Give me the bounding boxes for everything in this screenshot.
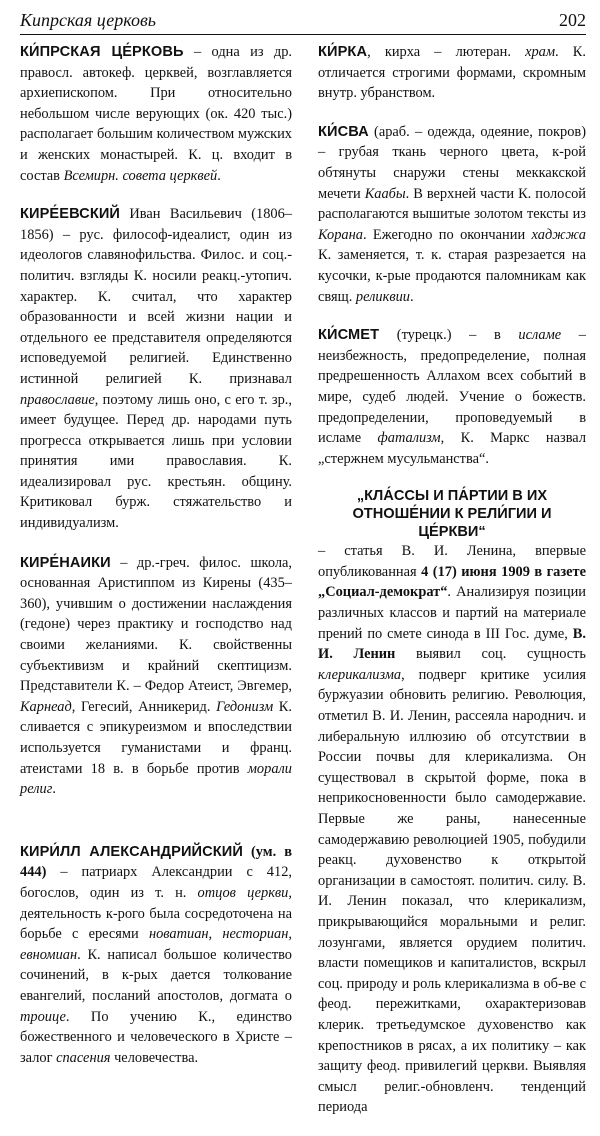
publication-date: 4 (17) июня 1909 в газете „Социал-демократ“ [318,563,587,601]
cross-reference: морали религ [20,760,292,798]
headword: КИРЕ́НАИКИ [20,554,111,571]
cross-reference: исламе [518,327,562,344]
cross-reference: Каабы [364,185,406,202]
entry-text: , подверг критике усилия буржуазии обновить религию. Революция, отметил В. И. Ленин, рассеяла народнич. и либеральную иллюзию об отсутствии в России почвы для клерикализма. Он существовал в скрытой форме, пока в неприкосновенности было самодержавие. Первые же раны, нанесенные самодержавию революцией 1905, побудили реакц. духовенство к открытой организации в самостоят. политич. силу. В. И. Ленин показал, что клерикализм, прикрывающийся моральными и религ. лозунгами, является орудием политич. власти помещиков и капиталистов, вскрыл соц. природу и роль клерикализма в об-ве с феод. пережитками, охарактеризовав клерик. третьедумское духовенство как крепостников в рясах, а их политику – как защиту феод. привилегий церкви. Выявляя смысл религ.-обновленч. тенденций периода [318,666,586,1116]
headword: КИРИ́ЛЛ АЛЕКСАНДРИЙСКИЙ [20,843,243,860]
entry-kireevsky [20,204,292,534]
entry-kiprskaya-tserkov [20,42,292,186]
headword: КИРЕ́ЕВСКИЙ [20,206,121,223]
author-name: В. И. Ленин [318,625,586,663]
entry-text: . В верхней части К. полосой располагаются вышитые золотом тексты из [318,185,586,223]
entry-text: , К. Маркс назвал „стержнем мусульманства“. [318,430,587,467]
cross-reference: спасения [56,1049,111,1066]
entry-text: , поэтому лишь оно, с его т. зр., имеет будущее. Перед др. народами путь прогресса открывается лишь при условии принятия ими православия. К. идеализировал рус. крестьян. общину. Критиковал бурж. стяжательство и индивидуализм. [20,391,292,532]
entry-text: . [52,781,56,798]
entry-text: – неизбежность, предопределение, полная предрешенность Аллахом всех событий в мире, судеб людей. Учение о божеств. предопределении, проповедуемый в исламе [318,327,586,447]
entry-text: . К. отличается строгими формами, скромным внутр. убранством. [318,44,586,102]
headword: КИ́СМЕТ [318,327,380,344]
entry-text: – патриарх Александрии с 412, богослов, один из т. н. [20,864,292,901]
entry-klassy-i-partii [318,487,586,1118]
entry-text: (турецк.) – в [379,327,519,344]
running-head [20,8,586,32]
cross-reference: фатализм [377,430,441,447]
running-head-title: Кипрская церковь [20,10,156,30]
cross-reference: православие [20,391,95,408]
cross-reference: Карнеад [20,698,72,715]
entry-text: . Ежегодно по окончании [362,226,532,243]
cross-reference: отцов церкви [197,884,289,901]
headword: КИ́СВА [318,123,369,140]
cross-reference: Гедонизм [216,698,274,715]
entry-text: выявил соц. сущность [395,646,586,663]
entry-text: К. сливается с эпикуреизмом и впоследствии используется гуманистами и франц. атеистами 18 в. в борьбе против [20,698,293,777]
entry-text: К. заменяется, т. к. старая разрезается на кусочки, к-рые продаются паломникам как свящ. [318,247,586,305]
entry-kismet [318,325,586,469]
entry-text: – статья В. И. Ленина, впервые опубликованная [318,543,586,580]
cross-reference: Корана [318,226,363,243]
headword-dates: (ум. в 444) [20,843,292,881]
headword: КИ́ПРСКАЯ ЦЕ́РКОВЬ [20,44,184,60]
cross-reference: новатиан, несториан, евномиан [20,926,292,963]
entry-text: . [217,167,221,184]
cross-reference: реликвии [355,288,410,305]
right-column [318,42,586,1136]
entry-text: (араб. – одежда, одеяние, покров) – грубая ткань черного цвета, к-рой обтянуты снаружи стены меккакской мечети [318,123,586,202]
cross-reference: клерикализма [318,666,402,683]
entry-kirenaiki [20,553,292,800]
entry-text: , кирха – лютеран. [367,44,526,60]
left-column [20,42,292,1086]
page-number: 202 [559,10,586,30]
entry-text: . [409,288,414,305]
header-rule [20,34,586,35]
cross-reference: троице [20,1008,66,1025]
cross-reference: Всемирн. совета церквей [63,167,218,184]
entry-text: . Анализируя позиции различных классов и партий на материале прений по смете синода в III Гос. думе, [318,584,586,642]
headword: „КЛА́ССЫ И ПА́РТИИ В ИХ ОТНОШЕ́НИИ К РЕЛИ́ГИИ И ЦЕ́РКВИ“ [352,488,552,541]
entry-kirill-aleksandriysky [20,842,292,1069]
entry-text: Иван Васильевич (1806–1856) – рус. философ-идеалист, один из идеологов славянофильства. Филос. и соц.-политич. взгляды К. носили реакц.-утопич. характер. К. считал, что характер образованности и всей жизни нации и отдельного ее представителя определяются исповедуемой религией. Единственно истинной религией К. признавал [20,206,292,387]
entry-text: , деятельность к-рого была сосредоточена на борьбе с ересями [20,884,292,943]
entry-text: . К. написал большое количество сочинений, в к-рых дается толкование евангелий, посланий апостолов, догмата о [20,946,292,1004]
cross-reference: хаджжа [531,226,586,243]
entry-text: человечества. [110,1049,199,1066]
entry-text: , Гегесий, Анникерид. [71,698,217,715]
cross-reference: храм [525,44,556,60]
entry-kisva [318,122,586,307]
entry-text: – др.-греч. филос. школа, основанная Аристиппом из Кирены (435–360), учившим о достижении наслаждения (гедоне) через практику и господство над своими желаниями. К. свойственны субъективизм и крайний скептицизм. Представители К. – Федор Атеист, Эвгемер, [20,554,292,695]
entry-kirka [318,42,586,104]
headword: КИ́РКА [318,44,368,60]
entry-text: . По учению К., единство божественного и человеческого в Христе – залог [20,1008,292,1066]
entry-text: – одна из др. правосл. автокеф. церквей, возглавляется архиепископом. При относительно небольшом числе верующих (ок. 420 тыс.) располагает большим количеством мужских и женских монастырей. К. ц. входит в состав [20,44,292,184]
